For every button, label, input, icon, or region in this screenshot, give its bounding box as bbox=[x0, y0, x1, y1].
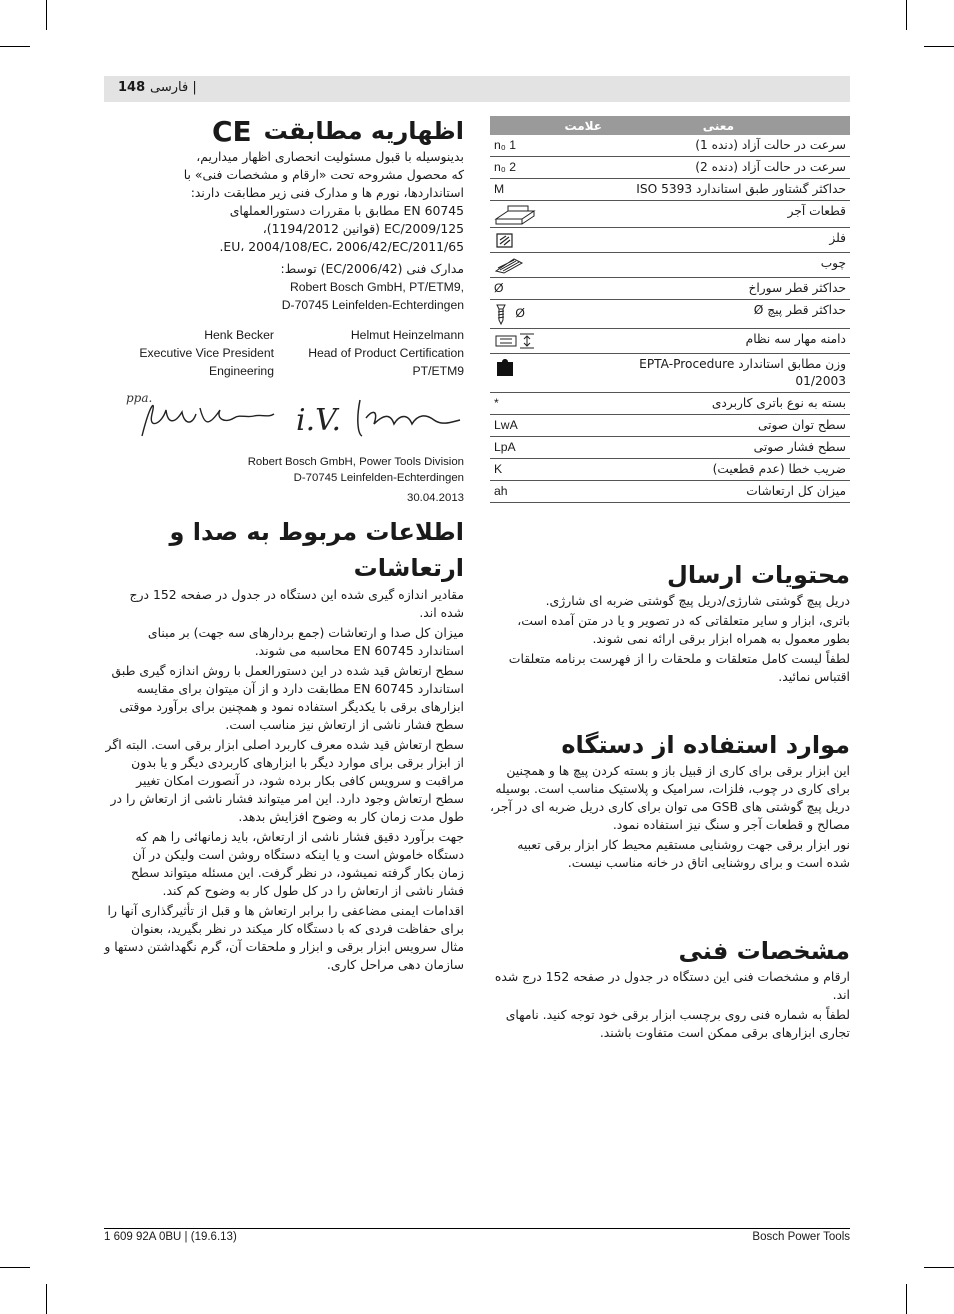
contents-paragraph: لطفاً لیست کامل متعلقات و ملحقات را از فهرست برنامه متعلقات اقتباس نمائید. bbox=[508, 651, 850, 684]
signer-left: Henk Becker Executive Vice President Engineering bbox=[139, 328, 274, 378]
table-row: فلز bbox=[490, 228, 850, 253]
signatures bbox=[104, 384, 464, 454]
specs-paragraph: لطفاً به شماره فنی روی برچسب ابزار برقی خود توجه کنید. نامهای تجاری ابزارهای برقی ممکن است متفاوت باشند. bbox=[505, 1007, 850, 1040]
table-row: ضریب خطا (عدم قطعیت) K bbox=[490, 459, 850, 481]
header-meaning: معنی bbox=[606, 116, 850, 135]
footer-brand: Bosch Power Tools bbox=[752, 1231, 850, 1243]
crop-mark bbox=[46, 1284, 47, 1314]
usage-section bbox=[490, 728, 850, 874]
table-row: حداکثر قطر سوراخ Ø bbox=[490, 278, 850, 300]
crop-mark bbox=[0, 46, 30, 47]
svg-text:i.V.: i.V. bbox=[296, 403, 342, 438]
ce-mark-icon: CE bbox=[211, 114, 252, 148]
table-row: سرعت در حالت آزاد (دنده 1) n₀ 1 bbox=[490, 135, 850, 157]
weight-icon bbox=[494, 356, 516, 378]
crop-mark bbox=[924, 1267, 954, 1268]
usage-title: موارد استفاده از دستگاه bbox=[561, 731, 850, 759]
noise-title: اطلاعات مربوط به صدا و ارتعاشات bbox=[169, 518, 464, 582]
usage-paragraph: نور ابزار برقی جهت روشنایی مستقیم محیط کار ابزار برقی تعبیه شده است و برای روشنایی اتاق در خانه مناسب نیست. bbox=[517, 837, 850, 870]
specs-section bbox=[490, 934, 850, 1044]
table-row: حداکثر گشتاور طبق استاندارد ISO 5393 M bbox=[490, 179, 850, 201]
contents-paragraph: باتری، ابزار و سایر متعلقاتی که در تصویر و یا در متن آمده است، بطور معمول به همراه ابزار برقی ارائه نمی شوند. bbox=[517, 613, 850, 646]
noise-paragraph: میزان کل صدا و ارتعاشات (جمع بردارهای سه جهت) بر مبنای استاندارد EN 60745 محاسبه می شوند. bbox=[147, 625, 464, 658]
table-row: میزان کل ارتعاشات ah bbox=[490, 481, 850, 503]
crop-mark bbox=[906, 0, 907, 30]
table-row: سطح توان صوتی LwA bbox=[490, 415, 850, 437]
noise-paragraph: سطح ارتعاش قید شده معرف کاربرد اصلی ابزار برقی است. البته اگر از ابزار برقی برای موارد دیگر با ابزارهای کاربردی دیگر و یا بدون مراقبت و سرویس کافی بکار برده شود، در آنصورت امکان تغییر سطح ارتعاش وجود دارد. این امر میتواند فشار ناشی از ارتعاش را در طول مدت زمان کار به وضوح افزایش بدهد. bbox=[105, 737, 464, 824]
conformity-line: استانداردها، نورم ها و مدارک فنی زیر مطابقت دارند: bbox=[190, 185, 464, 200]
noise-paragraph: سطح ارتعاش قید شده در این دستورالعمل با روش اندازه گیری طبق استاندارد EN 60745 مطابقت دارد و از آن میتوان برای مقایسه ابزارهای برقی با یکدیگر استفاده نمود و همچنین برای برآورد موقتی سطح فشار ناشی از ارتعاش نیز مناسب است. bbox=[111, 663, 464, 732]
svg-text:ppa.: ppa. bbox=[126, 391, 153, 405]
crop-mark bbox=[46, 0, 47, 30]
wood-icon bbox=[494, 255, 524, 275]
specs-title: مشخصات فنی bbox=[678, 937, 850, 965]
table-row: سطح فشار صوتی LpA bbox=[490, 437, 850, 459]
table-row: بسته به نوع باتری کاربردی * bbox=[490, 393, 850, 415]
contents-title: محتویات ارسال bbox=[667, 561, 850, 589]
company-address: Robert Bosch GmbH, PT/ETM9, D-70745 Leinfelden-Echterdingen bbox=[281, 280, 464, 312]
table-row: قطعات آجر bbox=[490, 201, 850, 228]
header-symbol: علامت bbox=[490, 116, 606, 135]
signers bbox=[104, 326, 464, 380]
crop-mark bbox=[0, 1267, 30, 1268]
contents-paragraph: دریل پیچ گوشتی شارژی/دریل پیچ گوشتی ضربه ای شارژی. bbox=[545, 593, 850, 608]
table-header-row bbox=[490, 116, 850, 135]
conformity-line: 2009/125/EC (قوانین 1194/2012)، bbox=[262, 221, 464, 236]
conformity-section bbox=[104, 114, 464, 506]
table-row: وزن مطابق استاندارد EPTA-Procedure 01/2003 bbox=[490, 354, 850, 393]
declaration-date: 30.04.2013 bbox=[406, 492, 464, 504]
brick-icon bbox=[494, 203, 536, 225]
specs-paragraph: ارقام و مشخصات فنی این دستگاه در جدول در صفحه 152 درج شده اند. bbox=[494, 969, 850, 1002]
noise-paragraph: مقادیر اندازه گیری شده این دستگاه در جدول در صفحه 152 درج شده اند. bbox=[129, 587, 464, 620]
screw-icon bbox=[494, 302, 508, 326]
noise-section bbox=[104, 514, 464, 976]
usage-paragraph: این ابزار برقی برای کاری از قبیل باز و بسته کردن پیچ ها و همچنین برای کاری در چوب، فلزات، سرامیک و پلاستیک مناسب است. بوسیله دریل پیچ گوشتی های GSB می توان برای کاری دریل ضربه ای در آجر، مصالح و قطعات آجر و سنگ نیز استفاده نمود. bbox=[490, 763, 850, 832]
conformity-title: اظهاریه مطابقت bbox=[263, 117, 464, 145]
tech-doc-label: مدارک فنی (2006/42/EC) توسط: bbox=[280, 261, 464, 276]
conformity-line: 2011/65/EU، 2004/108/EC، 2006/42/EC. bbox=[219, 239, 464, 254]
symbols-table bbox=[490, 116, 850, 503]
crop-mark bbox=[924, 46, 954, 47]
noise-paragraph: جهت برآورد دقیق فشار ناشی از ارتعاش، باید زمانهائی را هم که دستگاه خاموش است و یا اینکه دستگاه روشن است ولیکن در آن زمان بکار گرفته نمیشود، در نظر گرفت. این مسئله میتواند سطح فشار ناشی از ارتعاش را در کل طول کار به وضوح کم کند. bbox=[131, 829, 464, 898]
table-row: حداکثر قطر پیچ Ø Ø bbox=[490, 300, 850, 329]
language-label: | فارسی bbox=[150, 80, 197, 95]
signer-right: Helmut Heinzelmann Head of Product Certification PT/ETM9 bbox=[308, 328, 464, 378]
table-row: دامنه مهار سه نظام bbox=[490, 329, 850, 354]
conformity-line: بدینوسیله با قبول مسئولیت انحصاری اظهار میداریم، bbox=[196, 149, 464, 164]
page-number: 148 bbox=[118, 80, 146, 95]
contents-section bbox=[490, 558, 850, 688]
table-row: سرعت در حالت آزاد (دنده 2) n₀ 2 bbox=[490, 157, 850, 179]
crop-mark bbox=[906, 1284, 907, 1314]
footer-doc-code: 1 609 92A 0BU | (19.6.13) bbox=[104, 1231, 237, 1243]
noise-paragraph: اقدامات ایمنی مضاعفی را برابر ارتعاش ها و قبل از تأثیرگذاری آنها را برای حفاظت فردی که با دستگاه کار میکند در نظر بگیرید، بعنوان مثال سرویس ابزار برقی و ابزار و ملحقات آن، گرم نگهداشتن دستها و سازمان دهی مراحل کاری. bbox=[104, 903, 464, 972]
page-header bbox=[104, 76, 850, 102]
footer-rule bbox=[104, 1228, 850, 1229]
table-row: چوب bbox=[490, 253, 850, 278]
signature-image bbox=[104, 384, 464, 450]
conformity-text bbox=[104, 148, 464, 314]
conformity-line: که محصول مشروحه تحت «ارقام و مشخصات فنی» با bbox=[183, 167, 464, 182]
conformity-line: EN 60745 مطابق با مقررات دستورالعملهای bbox=[229, 203, 464, 218]
metal-icon bbox=[494, 230, 516, 250]
division-address: Robert Bosch GmbH, Power Tools Division D-70745 Leinfelden-Echterdingen 30.04.2013 bbox=[104, 454, 464, 506]
chuck-range-icon bbox=[494, 331, 536, 351]
